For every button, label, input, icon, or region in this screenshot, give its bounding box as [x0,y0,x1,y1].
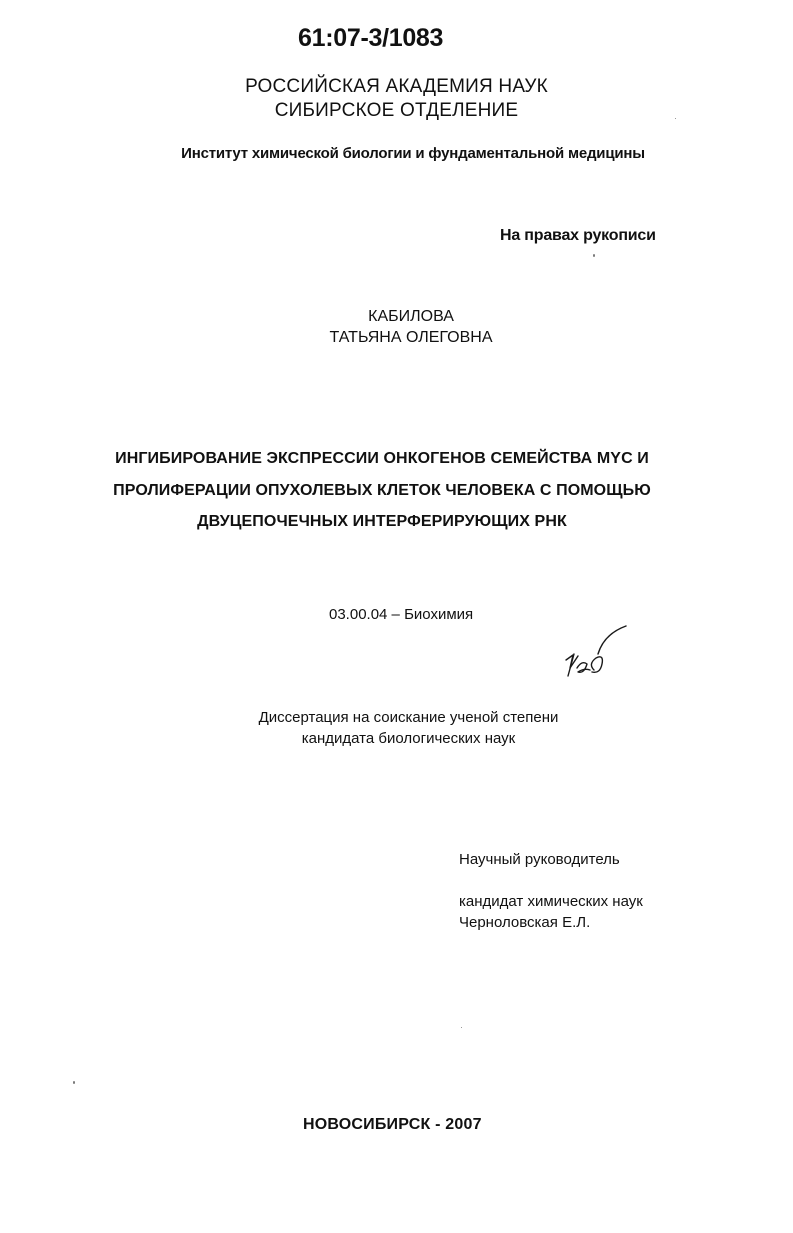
institute-name: Институт химической биологии и фундаментальной медицины [181,145,645,162]
thesis-title-line-2: ПРОЛИФЕРАЦИИ ОПУХОЛЕВЫХ КЛЕТОК ЧЕЛОВЕКА С ПОМОЩЬЮ [113,482,651,499]
catalog-number: 61:07-3/1083 [298,24,444,52]
degree-line-1: Диссертация на соискание ученой степени [258,709,559,726]
handwritten-signature [560,624,640,684]
thesis-title-line-1: ИНГИБИРОВАНИЕ ЭКСПРЕССИИ ОНКОГЕНОВ СЕМЕЙСТВА MYC И [115,450,649,467]
academy-branch: СИБИРСКОЕ ОТДЕЛЕНИЕ [274,100,519,121]
degree-line-2: кандидата биологических наук [301,730,516,747]
supervisor-heading: Научный руководитель [459,851,620,868]
author-surname: КАБИЛОВА [368,308,454,325]
thesis-title-line-3: ДВУЦЕПОЧЕЧНЫХ ИНТЕРФЕРИРУЮЩИХ РНК [197,513,567,530]
scan-speck [461,1027,462,1028]
rights-notice: На правах рукописи [500,227,656,244]
author-given-names: ТАТЬЯНА ОЛЕГОВНА [329,329,493,346]
scan-speck [675,118,676,119]
supervisor-name: Черноловская Е.Л. [459,914,591,931]
academy-name: РОССИЙСКАЯ АКАДЕМИЯ НАУК [245,76,548,97]
city-year: НОВОСИБИРСК - 2007 [303,1116,482,1133]
signature-stroke-3 [577,663,590,673]
scan-speck [73,1081,75,1084]
signature-stroke-2 [566,655,578,668]
scan-speck [593,254,595,257]
specialty-code: 03.00.04 – Биохимия [329,606,474,623]
signature-stroke-4 [591,626,626,672]
supervisor-rank: кандидат химических наук [459,893,643,910]
